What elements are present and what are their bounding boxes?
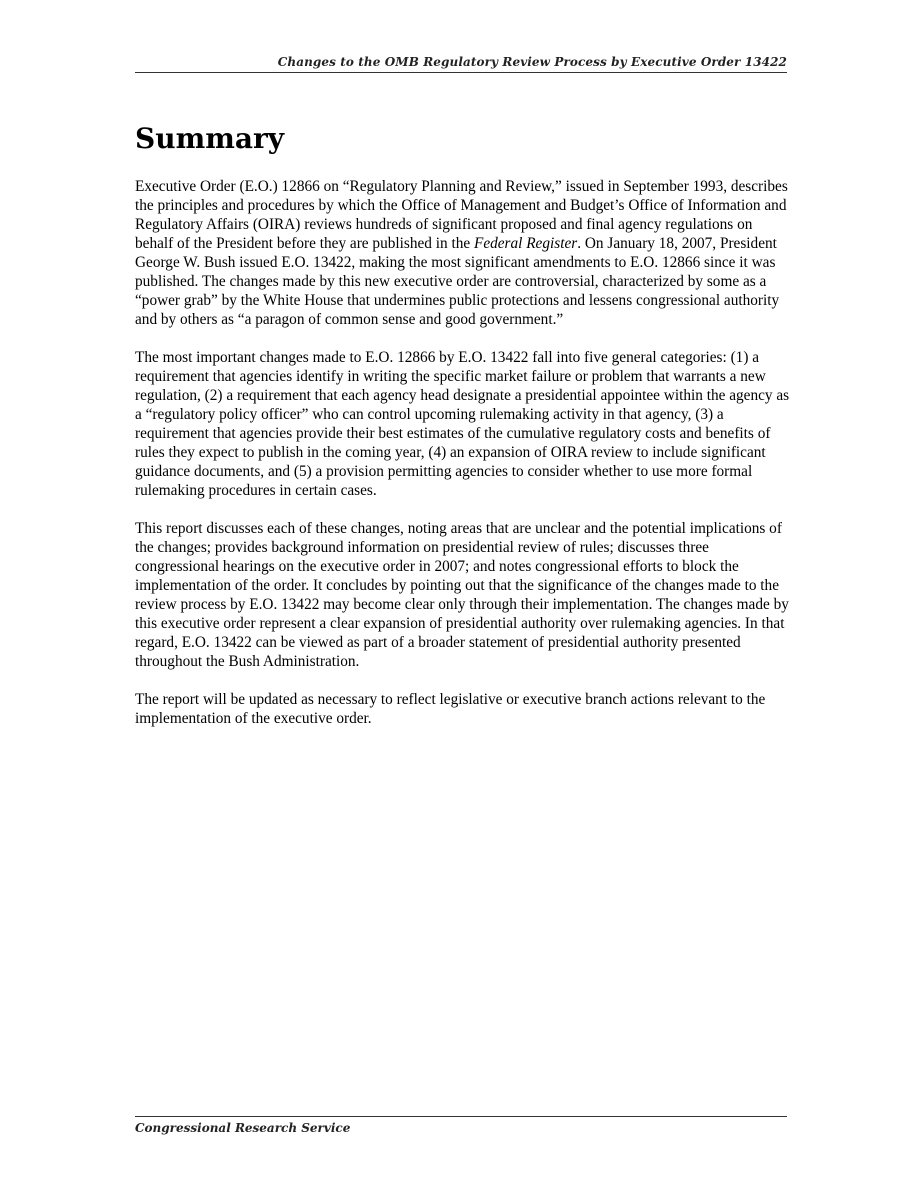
paragraph-1-part-a: Executive Order (E.O.) 12866 on “Regulatory Planning and Review,” issued in September 1993, describes the principles and procedures by which the Office of Management and Budget’s Office of Information and Regulatory Affairs (OIRA) reviews hundreds of significant proposed and final agency regulations on behalf of the President before they are published in the <box>135 178 788 252</box>
federal-register-italic: Federal Register <box>473 235 578 252</box>
paragraph-1-part-b: . On January 18, 2007, President George W. Bush issued E.O. 13422, making the most significant amendments to E.O. 12866 since it was published. The changes made by this new executive order are controversial, characterized by some as a “power grab” by the White House that undermines public protections and lessens congressional authority and by others as “a paragon of common sense and good government.” <box>135 235 780 328</box>
paragraph-3: This report discusses each of these changes, noting areas that are unclear and the potential implications of the changes; provides background information on presidential review of rules; discusses three congressional hearings on the executive order in 2007; and notes congressional efforts to block the implementation of the order. It concludes by pointing out that the significance of the changes made to the review process by E.O. 13422 may become clear only through their implementation. The changes made by this executive order represent a clear expansion of presidential authority over rulemaking agencies. In that regard, E.O. 13422 can be viewed as part of a broader statement of presidential authority presented throughout the Bush Administration. <box>135 520 789 670</box>
summary-body <box>135 177 790 747</box>
header-divider <box>135 72 787 73</box>
paragraph-4: The report will be updated as necessary to reflect legislative or executive branch actions relevant to the implementation of the executive order. <box>135 691 766 727</box>
page-title: Summary <box>135 122 284 155</box>
running-footer: Congressional Research Service <box>135 1121 351 1135</box>
footer-divider <box>135 1116 787 1117</box>
running-header: Changes to the OMB Regulatory Review Process by Executive Order 13422 <box>277 55 787 69</box>
paragraph-2: The most important changes made to E.O. 12866 by E.O. 13422 fall into five general categories: (1) a requirement that agencies identify in writing the specific market failure or problem that warrants a new regulation, (2) a requirement that each agency head designate a presidential appointee within the agency as a “regulatory policy officer” who can control upcoming rulemaking activity in that agency, (3) a requirement that agencies provide their best estimates of the cumulative regulatory costs and benefits of rules they expect to publish in the coming year, (4) an expansion of OIRA review to include significant guidance documents, and (5) a provision permitting agencies to consider whether to use more formal rulemaking procedures in certain cases. <box>135 349 790 499</box>
paragraph-1 <box>135 177 790 329</box>
